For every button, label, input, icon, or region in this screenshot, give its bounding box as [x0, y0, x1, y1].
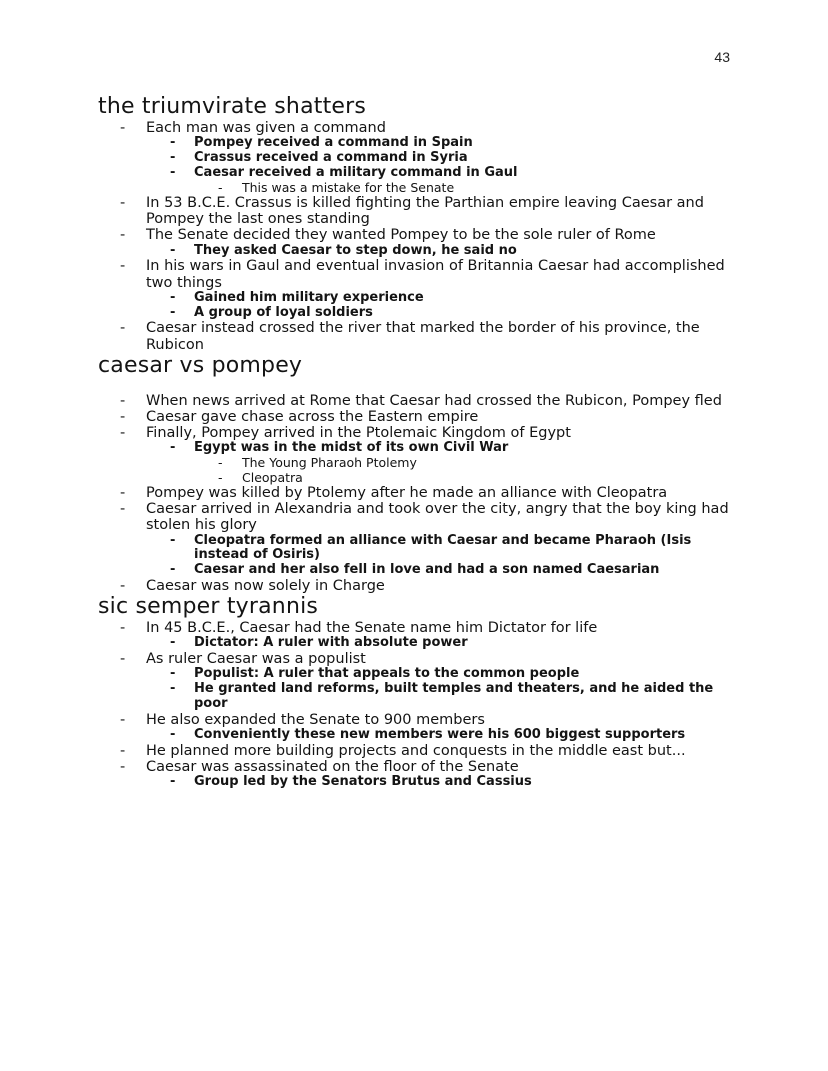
- sub-list: [194, 136, 738, 195]
- sub-sub-list: [242, 456, 738, 485]
- document-body: [98, 94, 738, 790]
- list-item: - Pompey was killed by Ptolemy after he made an alliance with Cleopatra: [98, 485, 738, 501]
- list-item: - In his wars in Gaul and eventual invasion of Britannia Caesar had accomplished two things - Gained him military experience - A group of loyal soldiers: [98, 258, 738, 320]
- sub-list: [194, 775, 738, 790]
- sub-list: [194, 441, 738, 485]
- section-heading: the triumvirate shatters: [98, 94, 367, 119]
- section-sic-semper-tyrannis: [98, 594, 738, 790]
- list-item: - Caesar arrived in Alexandria and took over the city, angry that the boy king had stolen his glory - Cleopatra formed an alliance with Caesar and became Pharaoh (Isis instead of Osiris) - Caesar and her also fell in love and had a son named Caesarian: [98, 501, 738, 578]
- section-triumvirate: [98, 94, 738, 353]
- sub-list-item: - Populist: A ruler that appeals to the common people: [194, 667, 738, 682]
- list-item: - Caesar instead crossed the river that marked the border of his province, the Rubicon: [98, 320, 738, 352]
- sub-list-item: - They asked Caesar to step down, he said no: [194, 244, 738, 259]
- sub-list-item: - Dictator: A ruler with absolute power: [194, 636, 738, 651]
- list-item: - Caesar was assassinated on the floor of the Senate - Group led by the Senators Brutus and Cassius: [98, 759, 738, 790]
- sub-list-item: - Pompey received a command in Spain: [194, 136, 738, 151]
- sub-list-item: - Cleopatra formed an alliance with Caesar and became Pharaoh (Isis instead of Osiris): [194, 534, 738, 564]
- sub-sub-list-item: - This was a mistake for the Senate: [242, 181, 738, 195]
- sub-list-item: - Crassus received a command in Syria: [194, 151, 738, 166]
- list-item: - Each man was given a command - Pompey received a command in Spain - Crassus received a command in Syria - Caesar received a military command in Gaul - This was a mistake for the Senate: [98, 120, 738, 195]
- sub-list-item: - Group led by the Senators Brutus and Cassius: [194, 775, 738, 790]
- sub-list-item: - He granted land reforms, built temples and theaters, and he aided the poor: [194, 682, 738, 712]
- section-caesar-vs-pompey: [98, 353, 738, 594]
- section-heading: sic semper tyrannis: [98, 594, 319, 620]
- list-item: - The Senate decided they wanted Pompey to be the sole ruler of Rome - They asked Caesar to step down, he said no: [98, 227, 738, 258]
- sub-list-item: - Conveniently these new members were his 600 biggest supporters: [194, 728, 738, 743]
- sub-sub-list-item: - The Young Pharaoh Ptolemy: [242, 456, 738, 470]
- bullet-list: [98, 120, 738, 353]
- sub-list: [194, 244, 738, 259]
- bullet-list: [98, 393, 738, 594]
- sub-sub-list-item: - Cleopatra: [242, 471, 738, 485]
- section-heading: caesar vs pompey: [98, 352, 303, 378]
- list-item: - He also expanded the Senate to 900 members - Conveniently these new members were his 600 biggest supporters: [98, 712, 738, 743]
- list-item: - In 45 B.C.E., Caesar had the Senate name him Dictator for life - Dictator: A ruler with absolute power: [98, 620, 738, 651]
- sub-list: [194, 291, 738, 321]
- sub-list-item: - Caesar and her also fell in love and had a son named Caesarian: [194, 563, 738, 578]
- sub-list-item: - Caesar received a military command in Gaul - This was a mistake for the Senate: [194, 166, 738, 195]
- list-item: - Caesar gave chase across the Eastern empire: [98, 409, 738, 425]
- sub-list-item: - A group of loyal soldiers: [194, 306, 738, 321]
- list-item: - Caesar was now solely in Charge: [98, 578, 738, 594]
- sub-sub-list: [242, 181, 738, 195]
- sub-list: [194, 728, 738, 743]
- sub-list: [194, 534, 738, 578]
- list-item: - When news arrived at Rome that Caesar had crossed the Rubicon, Pompey fled: [98, 393, 738, 409]
- list-item: - As ruler Caesar was a populist - Populist: A ruler that appeals to the common people - He granted land reforms, built temples and theaters, and he aided the poor: [98, 651, 738, 712]
- page-number: 43: [714, 49, 730, 65]
- list-item: - Finally, Pompey arrived in the Ptolemaic Kingdom of Egypt - Egypt was in the midst of its own Civil War - The Young Pharaoh Ptolemy - Cleopatra: [98, 425, 738, 485]
- list-item: - He planned more building projects and conquests in the middle east but...: [98, 743, 738, 759]
- list-item: - In 53 B.C.E. Crassus is killed fighting the Parthian empire leaving Caesar and Pompey the last ones standing: [98, 195, 738, 227]
- sub-list-item: - Gained him military experience: [194, 291, 738, 306]
- bullet-list: [98, 620, 738, 790]
- sub-list: [194, 636, 738, 651]
- sub-list: [194, 667, 738, 711]
- sub-list-item: - Egypt was in the midst of its own Civil War - The Young Pharaoh Ptolemy - Cleopatra: [194, 441, 738, 485]
